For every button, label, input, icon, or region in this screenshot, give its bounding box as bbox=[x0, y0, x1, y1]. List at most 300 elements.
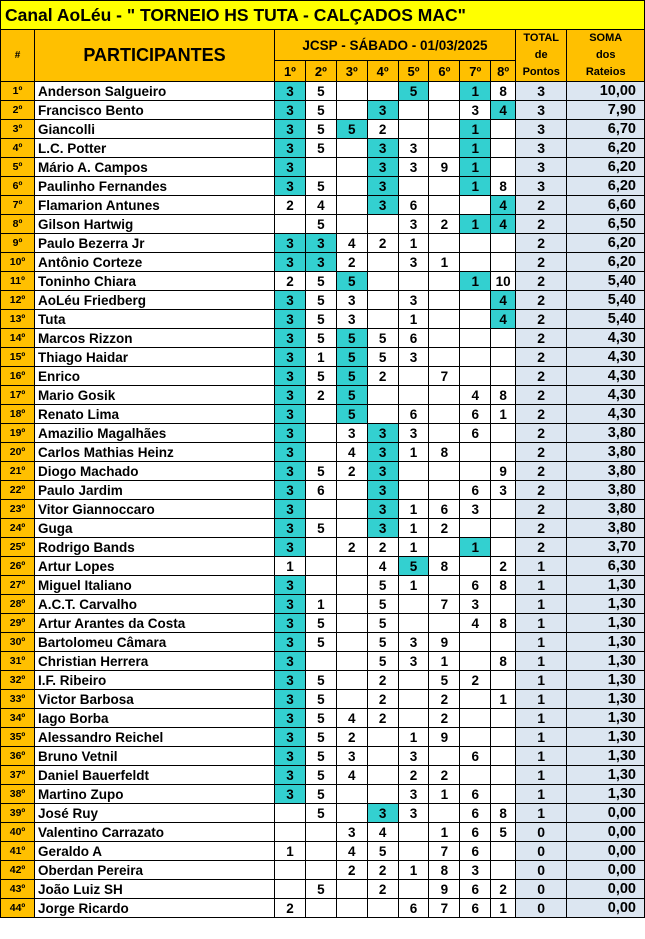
table-row bbox=[1, 443, 645, 462]
round-score-cell bbox=[491, 728, 516, 747]
round-score-cell: 3 bbox=[275, 329, 306, 348]
round-score-cell bbox=[336, 633, 367, 652]
table-row bbox=[1, 291, 645, 310]
round-score-cell: 3 bbox=[275, 785, 306, 804]
soma-rateios-cell: 4,30 bbox=[567, 348, 645, 367]
total-points-cell: 3 bbox=[515, 177, 567, 196]
participant-name: Victor Barbosa bbox=[34, 690, 274, 709]
soma-rateios-cell: 3,80 bbox=[567, 462, 645, 481]
round-score-cell: 1 bbox=[460, 82, 491, 101]
round-score-cell bbox=[336, 481, 367, 500]
round-score-cell: 2 bbox=[491, 557, 516, 576]
round-score-cell: 3 bbox=[336, 823, 367, 842]
round-score-cell bbox=[275, 880, 306, 899]
round-score-cell bbox=[367, 272, 398, 291]
round-score-cell: 7 bbox=[429, 899, 460, 918]
position-cell: 14º bbox=[1, 329, 35, 348]
round-score-cell: 4 bbox=[491, 291, 516, 310]
round-score-cell bbox=[429, 462, 460, 481]
round-score-cell: 6 bbox=[460, 823, 491, 842]
position-cell: 11º bbox=[1, 272, 35, 291]
total-points-cell: 1 bbox=[515, 595, 567, 614]
header-event: JCSP - SÁBADO - 01/03/2025 bbox=[275, 30, 516, 61]
round-score-cell: 5 bbox=[367, 633, 398, 652]
round-score-cell bbox=[460, 728, 491, 747]
participant-name: Renato Lima bbox=[34, 405, 274, 424]
position-cell: 7º bbox=[1, 196, 35, 215]
round-score-cell: 5 bbox=[367, 329, 398, 348]
round-score-cell bbox=[429, 139, 460, 158]
round-score-cell: 1 bbox=[460, 272, 491, 291]
round-score-cell: 3 bbox=[460, 861, 491, 880]
round-score-cell: 3 bbox=[398, 424, 429, 443]
round-score-cell: 2 bbox=[367, 880, 398, 899]
round-score-cell: 4 bbox=[305, 196, 336, 215]
round-score-cell: 1 bbox=[429, 253, 460, 272]
round-score-cell bbox=[429, 82, 460, 101]
round-score-cell bbox=[460, 690, 491, 709]
header-round-2: 2º bbox=[305, 61, 336, 82]
table-row bbox=[1, 348, 645, 367]
table-row bbox=[1, 614, 645, 633]
position-cell: 18º bbox=[1, 405, 35, 424]
round-score-cell: 1 bbox=[460, 158, 491, 177]
soma-rateios-cell: 6,50 bbox=[567, 215, 645, 234]
participant-name: Amazilio Magalhães bbox=[34, 424, 274, 443]
round-score-cell: 8 bbox=[429, 557, 460, 576]
round-score-cell bbox=[398, 386, 429, 405]
round-score-cell bbox=[491, 158, 516, 177]
position-cell: 15º bbox=[1, 348, 35, 367]
position-cell: 8º bbox=[1, 215, 35, 234]
participant-name: Rodrigo Bands bbox=[34, 538, 274, 557]
round-score-cell bbox=[429, 101, 460, 120]
header-round-8: 8º bbox=[491, 61, 516, 82]
round-score-cell bbox=[336, 158, 367, 177]
round-score-cell bbox=[491, 348, 516, 367]
round-score-cell: 2 bbox=[367, 234, 398, 253]
round-score-cell: 3 bbox=[275, 101, 306, 120]
table-row bbox=[1, 196, 645, 215]
table-row bbox=[1, 842, 645, 861]
round-score-cell bbox=[367, 747, 398, 766]
soma-rateios-cell: 1,30 bbox=[567, 709, 645, 728]
round-score-cell: 2 bbox=[367, 709, 398, 728]
total-points-cell: 3 bbox=[515, 101, 567, 120]
table-row bbox=[1, 101, 645, 120]
round-score-cell: 4 bbox=[336, 709, 367, 728]
total-points-cell: 1 bbox=[515, 804, 567, 823]
position-cell: 43º bbox=[1, 880, 35, 899]
total-points-cell: 2 bbox=[515, 291, 567, 310]
soma-rateios-cell: 5,40 bbox=[567, 310, 645, 329]
round-score-cell bbox=[336, 785, 367, 804]
round-score-cell: 4 bbox=[460, 386, 491, 405]
round-score-cell bbox=[275, 215, 306, 234]
round-score-cell bbox=[275, 861, 306, 880]
table-row bbox=[1, 500, 645, 519]
table-row bbox=[1, 82, 645, 101]
round-score-cell: 7 bbox=[429, 367, 460, 386]
round-score-cell bbox=[460, 196, 491, 215]
table-body bbox=[1, 82, 645, 918]
round-score-cell bbox=[491, 785, 516, 804]
soma-rateios-cell: 1,30 bbox=[567, 671, 645, 690]
round-score-cell bbox=[429, 310, 460, 329]
round-score-cell bbox=[460, 462, 491, 481]
round-score-cell: 7 bbox=[429, 595, 460, 614]
table-row bbox=[1, 310, 645, 329]
round-score-cell: 3 bbox=[398, 652, 429, 671]
round-score-cell bbox=[429, 329, 460, 348]
round-score-cell: 3 bbox=[367, 500, 398, 519]
header-participantes: PARTICIPANTES bbox=[34, 30, 274, 82]
participant-name: I.F. Ribeiro bbox=[34, 671, 274, 690]
soma-rateios-cell: 4,30 bbox=[567, 386, 645, 405]
table-row bbox=[1, 538, 645, 557]
round-score-cell: 1 bbox=[460, 139, 491, 158]
round-score-cell: 1 bbox=[398, 500, 429, 519]
round-score-cell bbox=[367, 728, 398, 747]
round-score-cell: 3 bbox=[275, 481, 306, 500]
total-points-cell: 1 bbox=[515, 766, 567, 785]
participant-name: Toninho Chiara bbox=[34, 272, 274, 291]
soma-rateios-cell: 3,70 bbox=[567, 538, 645, 557]
round-score-cell: 5 bbox=[305, 728, 336, 747]
round-score-cell bbox=[460, 766, 491, 785]
total-points-cell: 3 bbox=[515, 120, 567, 139]
participant-name: Anderson Salgueiro bbox=[34, 82, 274, 101]
round-score-cell: 9 bbox=[429, 633, 460, 652]
round-score-cell: 4 bbox=[336, 234, 367, 253]
round-score-cell bbox=[429, 538, 460, 557]
total-points-cell: 3 bbox=[515, 158, 567, 177]
total-points-cell: 2 bbox=[515, 386, 567, 405]
round-score-cell: 2 bbox=[336, 861, 367, 880]
round-score-cell bbox=[429, 576, 460, 595]
participant-name: Geraldo A bbox=[34, 842, 274, 861]
table-row bbox=[1, 367, 645, 386]
position-cell: 44º bbox=[1, 899, 35, 918]
soma-rateios-cell: 6,70 bbox=[567, 120, 645, 139]
round-score-cell bbox=[491, 842, 516, 861]
round-score-cell bbox=[398, 367, 429, 386]
round-score-cell: 5 bbox=[429, 671, 460, 690]
soma-rateios-cell: 4,30 bbox=[567, 367, 645, 386]
round-score-cell: 5 bbox=[305, 101, 336, 120]
round-score-cell bbox=[491, 766, 516, 785]
table-row bbox=[1, 690, 645, 709]
total-points-cell: 2 bbox=[515, 367, 567, 386]
round-score-cell: 3 bbox=[275, 120, 306, 139]
round-score-cell: 4 bbox=[491, 310, 516, 329]
soma-rateios-cell: 3,80 bbox=[567, 443, 645, 462]
round-score-cell bbox=[429, 747, 460, 766]
participant-name: Alessandro Reichel bbox=[34, 728, 274, 747]
total-points-cell: 0 bbox=[515, 880, 567, 899]
round-score-cell: 3 bbox=[275, 538, 306, 557]
round-score-cell bbox=[460, 709, 491, 728]
soma-rateios-cell: 1,30 bbox=[567, 766, 645, 785]
round-score-cell: 8 bbox=[491, 386, 516, 405]
round-score-cell: 9 bbox=[429, 880, 460, 899]
table-row bbox=[1, 747, 645, 766]
soma-rateios-cell: 3,80 bbox=[567, 500, 645, 519]
round-score-cell: 3 bbox=[367, 424, 398, 443]
position-cell: 13º bbox=[1, 310, 35, 329]
round-score-cell: 4 bbox=[336, 766, 367, 785]
round-score-cell: 1 bbox=[275, 842, 306, 861]
round-score-cell bbox=[491, 234, 516, 253]
soma-rateios-cell: 0,00 bbox=[567, 899, 645, 918]
position-cell: 29º bbox=[1, 614, 35, 633]
round-score-cell bbox=[336, 880, 367, 899]
round-score-cell: 3 bbox=[398, 253, 429, 272]
table-row bbox=[1, 139, 645, 158]
header-soma-line2: dos bbox=[595, 49, 616, 61]
round-score-cell bbox=[491, 120, 516, 139]
position-cell: 39º bbox=[1, 804, 35, 823]
position-cell: 17º bbox=[1, 386, 35, 405]
position-cell: 27º bbox=[1, 576, 35, 595]
position-cell: 20º bbox=[1, 443, 35, 462]
position-cell: 19º bbox=[1, 424, 35, 443]
round-score-cell: 8 bbox=[491, 804, 516, 823]
position-cell: 22º bbox=[1, 481, 35, 500]
position-cell: 40º bbox=[1, 823, 35, 842]
round-score-cell: 6 bbox=[429, 500, 460, 519]
round-score-cell: 6 bbox=[460, 405, 491, 424]
header-round-6: 6º bbox=[429, 61, 460, 82]
round-score-cell: 3 bbox=[275, 348, 306, 367]
round-score-cell: 5 bbox=[336, 386, 367, 405]
total-points-cell: 2 bbox=[515, 443, 567, 462]
round-score-cell bbox=[429, 120, 460, 139]
round-score-cell: 5 bbox=[367, 348, 398, 367]
soma-rateios-cell: 6,20 bbox=[567, 177, 645, 196]
total-points-cell: 0 bbox=[515, 899, 567, 918]
round-score-cell: 10 bbox=[491, 272, 516, 291]
round-score-cell bbox=[491, 367, 516, 386]
round-score-cell: 3 bbox=[367, 196, 398, 215]
round-score-cell: 5 bbox=[305, 804, 336, 823]
round-score-cell: 1 bbox=[398, 310, 429, 329]
round-score-cell bbox=[429, 291, 460, 310]
position-cell: 26º bbox=[1, 557, 35, 576]
total-points-cell: 2 bbox=[515, 462, 567, 481]
round-score-cell: 2 bbox=[367, 690, 398, 709]
participant-name: A.C.T. Carvalho bbox=[34, 595, 274, 614]
round-score-cell: 6 bbox=[460, 747, 491, 766]
round-score-cell bbox=[367, 291, 398, 310]
round-score-cell bbox=[491, 139, 516, 158]
round-score-cell: 3 bbox=[460, 500, 491, 519]
position-cell: 2º bbox=[1, 101, 35, 120]
position-cell: 35º bbox=[1, 728, 35, 747]
round-score-cell: 3 bbox=[336, 424, 367, 443]
position-cell: 24º bbox=[1, 519, 35, 538]
round-score-cell: 3 bbox=[275, 158, 306, 177]
round-score-cell: 3 bbox=[398, 348, 429, 367]
round-score-cell: 5 bbox=[305, 139, 336, 158]
total-points-cell: 2 bbox=[515, 196, 567, 215]
table-row bbox=[1, 861, 645, 880]
table-row bbox=[1, 215, 645, 234]
round-score-cell bbox=[491, 538, 516, 557]
round-score-cell bbox=[491, 671, 516, 690]
round-score-cell: 3 bbox=[275, 82, 306, 101]
table-row bbox=[1, 899, 645, 918]
round-score-cell: 1 bbox=[491, 899, 516, 918]
round-score-cell: 6 bbox=[398, 196, 429, 215]
position-cell: 5º bbox=[1, 158, 35, 177]
round-score-cell: 3 bbox=[491, 481, 516, 500]
round-score-cell bbox=[429, 424, 460, 443]
total-points-cell: 1 bbox=[515, 614, 567, 633]
total-points-cell: 2 bbox=[515, 234, 567, 253]
round-score-cell bbox=[367, 766, 398, 785]
round-score-cell: 2 bbox=[336, 538, 367, 557]
round-score-cell: 2 bbox=[429, 215, 460, 234]
total-points-cell: 0 bbox=[515, 842, 567, 861]
soma-rateios-cell: 4,30 bbox=[567, 405, 645, 424]
round-score-cell bbox=[460, 348, 491, 367]
round-score-cell: 4 bbox=[367, 823, 398, 842]
header-hash: # bbox=[1, 30, 35, 82]
position-cell: 3º bbox=[1, 120, 35, 139]
round-score-cell: 9 bbox=[429, 728, 460, 747]
round-score-cell: 5 bbox=[305, 671, 336, 690]
round-score-cell bbox=[460, 253, 491, 272]
round-score-cell: 5 bbox=[305, 519, 336, 538]
round-score-cell bbox=[491, 633, 516, 652]
round-score-cell: 2 bbox=[429, 766, 460, 785]
participant-name: Paulo Bezerra Jr bbox=[34, 234, 274, 253]
total-points-cell: 1 bbox=[515, 728, 567, 747]
round-score-cell: 3 bbox=[275, 405, 306, 424]
total-points-cell: 3 bbox=[515, 82, 567, 101]
round-score-cell: 1 bbox=[429, 785, 460, 804]
round-score-cell: 7 bbox=[429, 842, 460, 861]
round-score-cell: 5 bbox=[367, 614, 398, 633]
total-points-cell: 2 bbox=[515, 481, 567, 500]
round-score-cell: 4 bbox=[460, 614, 491, 633]
round-score-cell bbox=[367, 405, 398, 424]
total-points-cell: 1 bbox=[515, 652, 567, 671]
round-score-cell bbox=[305, 861, 336, 880]
participant-name: Diogo Machado bbox=[34, 462, 274, 481]
soma-rateios-cell: 1,30 bbox=[567, 614, 645, 633]
position-cell: 10º bbox=[1, 253, 35, 272]
round-score-cell: 2 bbox=[367, 538, 398, 557]
round-score-cell bbox=[336, 614, 367, 633]
table-row bbox=[1, 329, 645, 348]
round-score-cell: 3 bbox=[275, 747, 306, 766]
round-score-cell bbox=[305, 899, 336, 918]
round-score-cell: 2 bbox=[460, 671, 491, 690]
round-score-cell: 3 bbox=[398, 291, 429, 310]
round-score-cell bbox=[398, 481, 429, 500]
position-cell: 37º bbox=[1, 766, 35, 785]
round-score-cell: 1 bbox=[398, 576, 429, 595]
round-score-cell: 5 bbox=[305, 291, 336, 310]
round-score-cell: 3 bbox=[367, 804, 398, 823]
round-score-cell: 3 bbox=[305, 234, 336, 253]
round-score-cell bbox=[429, 196, 460, 215]
round-score-cell: 5 bbox=[336, 405, 367, 424]
round-score-cell: 5 bbox=[305, 272, 336, 291]
soma-rateios-cell: 7,90 bbox=[567, 101, 645, 120]
round-score-cell bbox=[336, 595, 367, 614]
round-score-cell bbox=[398, 614, 429, 633]
round-score-cell: 6 bbox=[398, 899, 429, 918]
round-score-cell: 5 bbox=[305, 367, 336, 386]
round-score-cell: 2 bbox=[275, 272, 306, 291]
participant-name: Thiago Haidar bbox=[34, 348, 274, 367]
round-score-cell: 8 bbox=[429, 443, 460, 462]
round-score-cell: 4 bbox=[491, 101, 516, 120]
table-row bbox=[1, 709, 645, 728]
round-score-cell: 5 bbox=[336, 120, 367, 139]
round-score-cell bbox=[429, 481, 460, 500]
soma-rateios-cell: 0,00 bbox=[567, 823, 645, 842]
round-score-cell: 3 bbox=[398, 804, 429, 823]
round-score-cell: 6 bbox=[460, 424, 491, 443]
round-score-cell bbox=[336, 557, 367, 576]
round-score-cell: 9 bbox=[429, 158, 460, 177]
round-score-cell bbox=[367, 899, 398, 918]
position-cell: 30º bbox=[1, 633, 35, 652]
round-score-cell: 5 bbox=[336, 348, 367, 367]
round-score-cell bbox=[429, 614, 460, 633]
round-score-cell: 8 bbox=[491, 652, 516, 671]
round-score-cell: 3 bbox=[275, 177, 306, 196]
round-score-cell: 3 bbox=[336, 747, 367, 766]
round-score-cell: 3 bbox=[367, 158, 398, 177]
position-cell: 23º bbox=[1, 500, 35, 519]
round-score-cell: 5 bbox=[398, 557, 429, 576]
round-score-cell: 6 bbox=[398, 329, 429, 348]
round-score-cell bbox=[491, 747, 516, 766]
participant-name: João Luiz SH bbox=[34, 880, 274, 899]
soma-rateios-cell: 0,00 bbox=[567, 804, 645, 823]
round-score-cell: 6 bbox=[398, 405, 429, 424]
soma-rateios-cell: 1,30 bbox=[567, 633, 645, 652]
round-score-cell: 3 bbox=[460, 101, 491, 120]
round-score-cell bbox=[491, 519, 516, 538]
position-cell: 25º bbox=[1, 538, 35, 557]
round-score-cell: 1 bbox=[491, 405, 516, 424]
round-score-cell: 3 bbox=[367, 139, 398, 158]
round-score-cell: 6 bbox=[460, 804, 491, 823]
round-score-cell bbox=[398, 462, 429, 481]
total-points-cell: 1 bbox=[515, 747, 567, 766]
round-score-cell bbox=[336, 101, 367, 120]
round-score-cell: 2 bbox=[429, 709, 460, 728]
round-score-cell: 2 bbox=[336, 728, 367, 747]
table-row bbox=[1, 272, 645, 291]
round-score-cell: 5 bbox=[367, 842, 398, 861]
position-cell: 6º bbox=[1, 177, 35, 196]
round-score-cell: 6 bbox=[460, 785, 491, 804]
round-score-cell bbox=[305, 443, 336, 462]
position-cell: 33º bbox=[1, 690, 35, 709]
round-score-cell: 3 bbox=[275, 709, 306, 728]
participant-name: Gilson Hartwig bbox=[34, 215, 274, 234]
round-score-cell: 3 bbox=[275, 253, 306, 272]
round-score-cell bbox=[429, 804, 460, 823]
round-score-cell: 1 bbox=[429, 823, 460, 842]
